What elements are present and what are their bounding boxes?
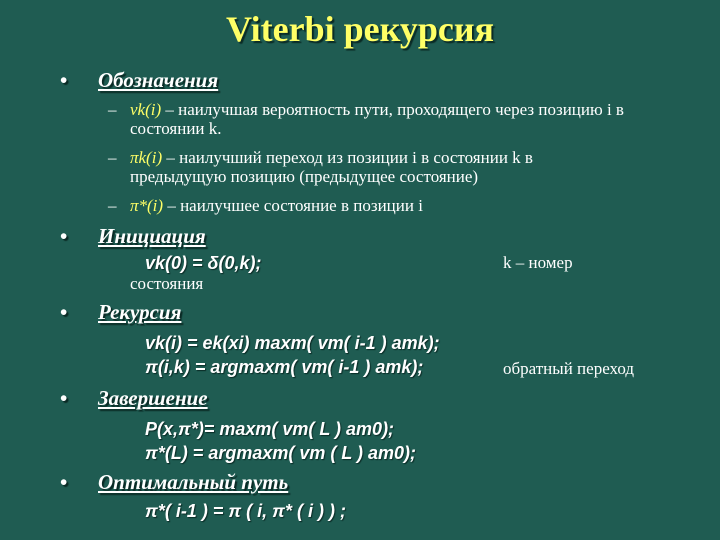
notation-symbol-1: vk(i) bbox=[130, 100, 162, 119]
notation-text-2: – наилучший переход из позиции i в состоянии k в предыдущую позицию (предыдущее состояние) bbox=[130, 148, 533, 186]
optimal-path-formula: π*( i-1 ) = π ( i, π* ( i ) ) ; bbox=[145, 501, 346, 521]
notation-symbol-3: π*(i) bbox=[130, 196, 164, 215]
notation-text-1: – наилучшая вероятность пути, проходящего через позицию i в состоянии k. bbox=[130, 100, 624, 138]
notation-text-3: – наилучшее состояние в позиции i bbox=[163, 196, 423, 215]
slide-title: Viterbi рекурсия bbox=[225, 9, 495, 49]
section-termination: • Завершение bbox=[60, 386, 208, 411]
section-recursion: • Рекурсия bbox=[60, 300, 181, 325]
termination-formula-2: π*(L) = argmaxm( vm ( L ) am0); bbox=[145, 443, 417, 463]
notation-item-3: – π*(i) – наилучшее состояние в позиции i bbox=[108, 196, 423, 215]
recursion-formula-1: vk(i) = ek(xi) maxm( vm( i-1 ) amk); bbox=[145, 333, 440, 353]
section-notation: • Обозначения bbox=[60, 68, 218, 93]
init-note-2: состояния bbox=[130, 274, 204, 293]
termination-formula-1: P(x,π*)= maxm( vm( L ) am0); bbox=[145, 419, 395, 439]
init-note: k – номер bbox=[503, 253, 573, 272]
init-formula: vk(0) = δ(0,k); bbox=[145, 253, 262, 273]
notation-item-1: – vk(i) – наилучшая вероятность пути, проходящего через позицию i в состоянии k. bbox=[108, 100, 624, 138]
notation-symbol-2: πk(i) bbox=[130, 148, 163, 167]
notation-item-2: – πk(i) – наилучший переход из позиции i в состоянии k в предыдущую позицию (предыдущее состояние) bbox=[108, 148, 533, 186]
recursion-note: обратный переход bbox=[503, 359, 635, 378]
recursion-formula-2: π(i,k) = argmaxm( vm( i-1 ) amk); bbox=[145, 357, 424, 377]
section-optimal-path: • Оптимальный путь bbox=[60, 470, 288, 495]
section-init: • Инициация bbox=[60, 224, 206, 249]
